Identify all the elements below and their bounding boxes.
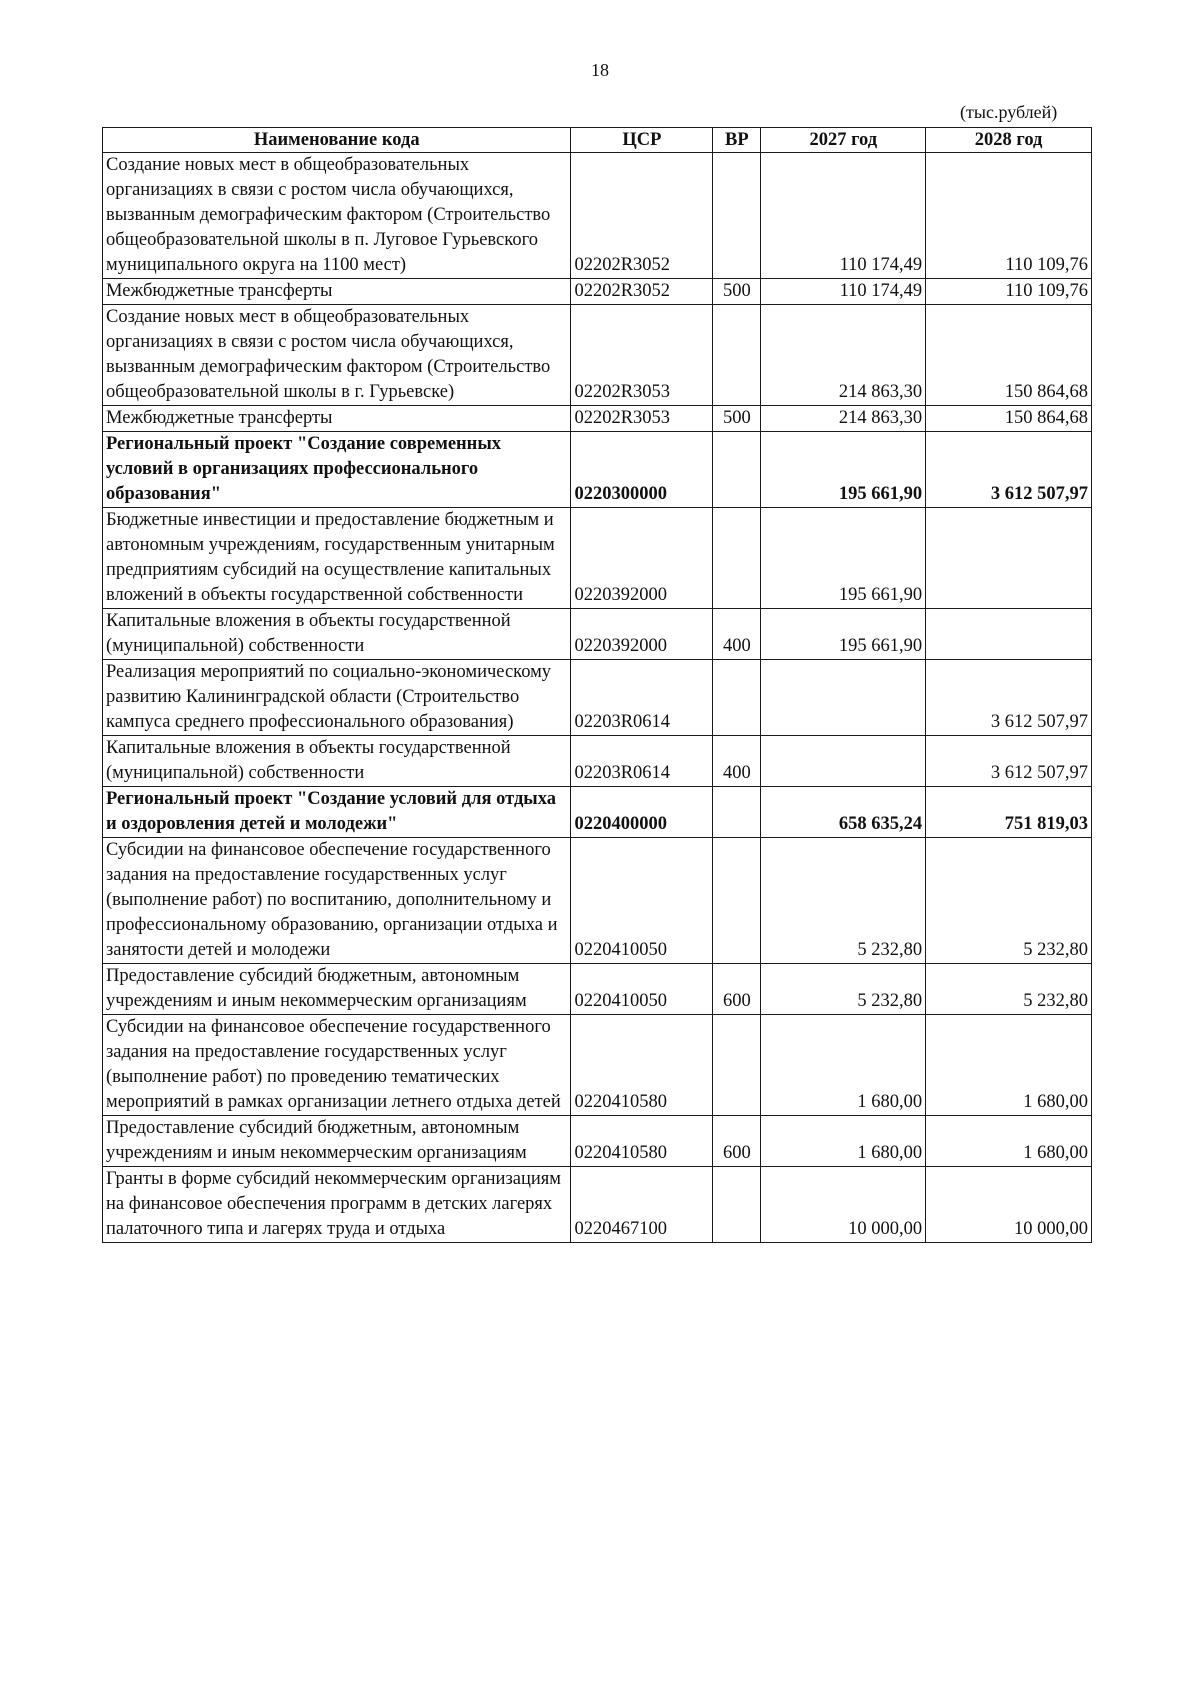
cell-name: Субсидии на финансовое обеспечение государственного задания на предоставление государственных услуг (выполнение работ) по воспитанию, дополнительному и профессиональному образованию, организации отдыха и занятости детей и молодежи	[103, 838, 571, 964]
table-row	[103, 787, 1092, 838]
table-header-row	[103, 128, 1092, 153]
cell-2028	[926, 609, 1092, 660]
header-2028: 2028 год	[926, 128, 1092, 153]
cell-2027: 5 232,80	[761, 964, 926, 1015]
cell-vr	[713, 508, 761, 609]
table-row	[103, 838, 1092, 964]
cell-2028: 110 109,76	[926, 153, 1092, 279]
cell-2028: 150 864,68	[926, 305, 1092, 406]
cell-name: Предоставление субсидий бюджетным, автономным учреждениям и иным некоммерческим организациям	[103, 964, 571, 1015]
cell-name: Региональный проект "Создание условий для отдыха и оздоровления детей и молодежи"	[103, 787, 571, 838]
cell-2028: 5 232,80	[926, 838, 1092, 964]
cell-csr: 0220392000	[571, 609, 713, 660]
cell-name: Региональный проект "Создание современных условий в организациях профессионального образования"	[103, 432, 571, 508]
table-row	[103, 508, 1092, 609]
cell-vr: 500	[713, 279, 761, 305]
cell-2028: 110 109,76	[926, 279, 1092, 305]
cell-csr: 02203R0614	[571, 660, 713, 736]
cell-name: Реализация мероприятий по социально-экономическому развитию Калининградской области (Строительство кампуса среднего профессионального образования)	[103, 660, 571, 736]
cell-csr: 0220300000	[571, 432, 713, 508]
header-csr: ЦСР	[571, 128, 713, 153]
cell-name: Гранты в форме субсидий некоммерческим организациям на финансовое обеспечения программ в детских лагерях палаточного типа и лагерях труда и отдыха	[103, 1167, 571, 1243]
table-row	[103, 736, 1092, 787]
cell-csr: 0220400000	[571, 787, 713, 838]
cell-name: Межбюджетные трансферты	[103, 406, 571, 432]
cell-name: Капитальные вложения в объекты государственной (муниципальной) собственности	[103, 609, 571, 660]
cell-vr	[713, 432, 761, 508]
cell-name: Субсидии на финансовое обеспечение государственного задания на предоставление государственных услуг (выполнение работ) по проведению тематических мероприятий в рамках организации летнего отдыха детей	[103, 1015, 571, 1116]
cell-csr: 0220410050	[571, 964, 713, 1015]
cell-csr: 02203R0614	[571, 736, 713, 787]
table-row	[103, 153, 1092, 279]
cell-name: Предоставление субсидий бюджетным, автономным учреждениям и иным некоммерческим организациям	[103, 1116, 571, 1167]
header-vr: ВР	[713, 128, 761, 153]
cell-2028: 3 612 507,97	[926, 736, 1092, 787]
cell-2028: 3 612 507,97	[926, 660, 1092, 736]
cell-2028: 5 232,80	[926, 964, 1092, 1015]
cell-name: Создание новых мест в общеобразовательных организациях в связи с ростом числа обучающихся, вызванным демографическим фактором (Строительство общеобразовательной школы в г. Гурьевске)	[103, 305, 571, 406]
cell-2027: 5 232,80	[761, 838, 926, 964]
cell-2027: 1 680,00	[761, 1116, 926, 1167]
cell-csr: 0220467100	[571, 1167, 713, 1243]
header-name: Наименование кода	[103, 128, 571, 153]
cell-2027: 1 680,00	[761, 1015, 926, 1116]
cell-name: Создание новых мест в общеобразовательных организациях в связи с ростом числа обучающихся, вызванным демографическим фактором (Строительство общеобразовательной школы в п. Луговое Гурьевского муниципального округа на 1100 мест)	[103, 153, 571, 279]
cell-2028: 10 000,00	[926, 1167, 1092, 1243]
cell-2027: 195 661,90	[761, 609, 926, 660]
cell-2027: 214 863,30	[761, 406, 926, 432]
table-body	[103, 153, 1092, 1243]
page-number: 18	[591, 60, 609, 80]
table-row	[103, 1015, 1092, 1116]
cell-2028: 1 680,00	[926, 1015, 1092, 1116]
units-label: (тыс.рублей)	[960, 102, 1058, 122]
table-row	[103, 305, 1092, 406]
table-row	[103, 432, 1092, 508]
cell-vr: 400	[713, 609, 761, 660]
cell-2027: 214 863,30	[761, 305, 926, 406]
cell-2028: 150 864,68	[926, 406, 1092, 432]
budget-table	[102, 127, 1092, 1243]
cell-vr	[713, 787, 761, 838]
cell-vr: 600	[713, 1116, 761, 1167]
cell-csr: 02202R3053	[571, 406, 713, 432]
cell-2027: 195 661,90	[761, 508, 926, 609]
cell-vr	[713, 1015, 761, 1116]
cell-csr: 0220410580	[571, 1116, 713, 1167]
cell-2028: 3 612 507,97	[926, 432, 1092, 508]
cell-vr: 600	[713, 964, 761, 1015]
table-row	[103, 660, 1092, 736]
cell-2027: 195 661,90	[761, 432, 926, 508]
table-row	[103, 1167, 1092, 1243]
cell-vr: 400	[713, 736, 761, 787]
cell-vr	[713, 838, 761, 964]
cell-name: Капитальные вложения в объекты государственной (муниципальной) собственности	[103, 736, 571, 787]
table-row	[103, 1116, 1092, 1167]
cell-2027: 110 174,49	[761, 153, 926, 279]
header-2027: 2027 год	[761, 128, 926, 153]
cell-vr	[713, 660, 761, 736]
cell-2027	[761, 736, 926, 787]
cell-2028: 751 819,03	[926, 787, 1092, 838]
table-row	[103, 964, 1092, 1015]
cell-2028	[926, 508, 1092, 609]
table-row	[103, 406, 1092, 432]
cell-2027: 10 000,00	[761, 1167, 926, 1243]
cell-csr: 02202R3052	[571, 153, 713, 279]
cell-2028: 1 680,00	[926, 1116, 1092, 1167]
cell-vr	[713, 1167, 761, 1243]
cell-csr: 0220410580	[571, 1015, 713, 1116]
cell-2027: 658 635,24	[761, 787, 926, 838]
cell-2027	[761, 660, 926, 736]
table-row	[103, 609, 1092, 660]
cell-vr	[713, 153, 761, 279]
cell-csr: 02202R3053	[571, 305, 713, 406]
cell-csr: 02202R3052	[571, 279, 713, 305]
table-row	[103, 279, 1092, 305]
cell-2027: 110 174,49	[761, 279, 926, 305]
cell-vr: 500	[713, 406, 761, 432]
cell-vr	[713, 305, 761, 406]
cell-csr: 0220392000	[571, 508, 713, 609]
cell-name: Бюджетные инвестиции и предоставление бюджетным и автономным учреждениям, государственным унитарным предприятиям субсидий на осуществление капитальных вложений в объекты государственной собственности	[103, 508, 571, 609]
cell-name: Межбюджетные трансферты	[103, 279, 571, 305]
cell-csr: 0220410050	[571, 838, 713, 964]
